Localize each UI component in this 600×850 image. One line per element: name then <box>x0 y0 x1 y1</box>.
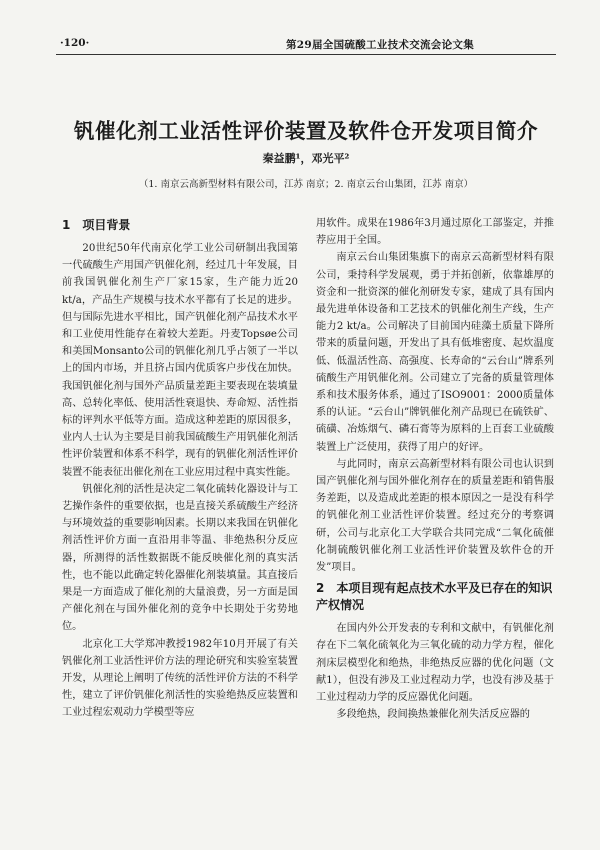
paragraph: 南京云台山集团集旗下的南京云高新型材料有限公司，秉持科学发展观，勇于并拓创新，依靠雄厚的资金和一批资深的催化剂研发专家，建成了具有国内最先进单体设备和工艺技术的钒催化剂生产线，生产能力2 kt/a。公司解决了目前国内硅藻土质量下降所带来的质量问题，开发出了具有低堆密度、起炊温度低、低温活性高、高强度、长寿命的“云台山”牌系列硫酸生产用钒催化剂。公司建立了完备的质量管理体系和技术服务体系，通过了ISO9001：2000质量体系的认证。“云台山”牌钒催化剂产品现已在硫铁矿、硫磺、冶炼烟气、磷石膏等为原料的上百套工业硫酸装置上广泛使用，获得了用户的好评。 <box>316 252 554 453</box>
affiliation: （1. 南京云高新型材料有限公司，江苏 南京；2. 南京云台山集团，江苏 南京） <box>138 179 474 190</box>
paragraph: 与此同时，南京云高新型材料有限公司也认识到国产钒催化剂与国外催化剂存在的质量差距和销售服务差距，以及造成此差距的根本原因之一是没有科学的钒催化剂工业活性评价装置。经过充分的考察调研，公司与北京化工大学联合共同完成“二氧化硫催化制硫酸钒催化剂工业活性评价装置及软件仓的开发”项目。 <box>316 458 554 574</box>
paper-title: 钒催化剂工业活性评价装置及软件仓开发项目简介 <box>73 119 539 143</box>
left-column <box>62 215 298 722</box>
paragraph: 钒催化剂的活性是决定二氧化硫转化器设计与工艺操作条件的重要依据，也是直接关系硫酸生产经济与环境效益的重要影响因素。长期以来我国在钒催化剂活性评价方面一直沿用非等温、非绝热积分反应器，所测得的活性数据既不能反映催化剂的真实活性，也不能以此确定转化器催化剂装填量。其直接后果是一方面造成了催化剂的大量浪费，另一方面是国产催化剂在与国外催化剂的竞争中长期处于劣势地位。 <box>62 483 298 633</box>
authors: 秦益鹏¹，邓光平² <box>262 152 350 165</box>
paragraph: 在国内外公开发表的专利和文献中，有钒催化剂存在下二氧化硫氧化为三氧化硫的动力学方程，催化剂床层模型化和绝热，非绝热反应器的优化问题（文献1），但没有涉及工业过程动力学，也没有涉及基于工业过程动力学的反应器优化问题。 <box>316 623 554 704</box>
section-heading-2: 2 本项目现有起点技术水平及已存在的知识产权情况 <box>316 581 553 613</box>
paragraph: 北京化工大学郑冲教授1982年10月开展了有关钒催化剂工业活性评价方法的理论研究和实验室装置开发，从理论上阐明了传统的活性评价方法的不科学性，建立了评价钒催化剂活性的实验绝热反应装置和工业过程宏观动力学模型等应 <box>62 638 298 719</box>
section-heading-1: 1 项目背景 <box>62 218 131 232</box>
paragraph-continued: 用软件。成果在1986年3月通过原化工部鉴定，并推荐应用于全国。 <box>316 218 554 247</box>
journal-title: 第29届全国硫酸工业技术交流会论文集 <box>286 39 475 51</box>
page-number: ·120· <box>60 37 90 49</box>
paragraph: 多段绝热，段间换热兼催化剂失活反应器的 <box>336 709 530 721</box>
running-header <box>56 34 556 55</box>
paragraph: 20世纪50年代南京化学工业公司研制出我国第一代硫酸生产用国产钒催化剂，经过几十年发展，目前我国钒催化剂生产厂家15家，生产能力近20 kt/a，产品生产规模与技术水平都有了长足的进步。但与国际先进水平相比，国产钒催化剂产品技术水平和工业使用性能存在着较大差距。丹麦Topsøe公司和美国Monsanto公司的钒催化剂几乎占领了一半以上的国内市场，并且挤占国内优质客户步伐在加快。我国钒催化剂与国外产品质量差距主要表现在装填量高、总转化率低、使用活性衰退快、寿命短、活性指标的评判水平低等方面。造成这种差距的原因很多，业内人士认为主要是目前我国硫酸生产用钒催化剂活性评价装置和体系不科学，现有的钒催化剂活性评价装置不能表征出催化剂在工业应用过程中真实性能。 <box>62 243 298 478</box>
right-column <box>316 215 554 723</box>
